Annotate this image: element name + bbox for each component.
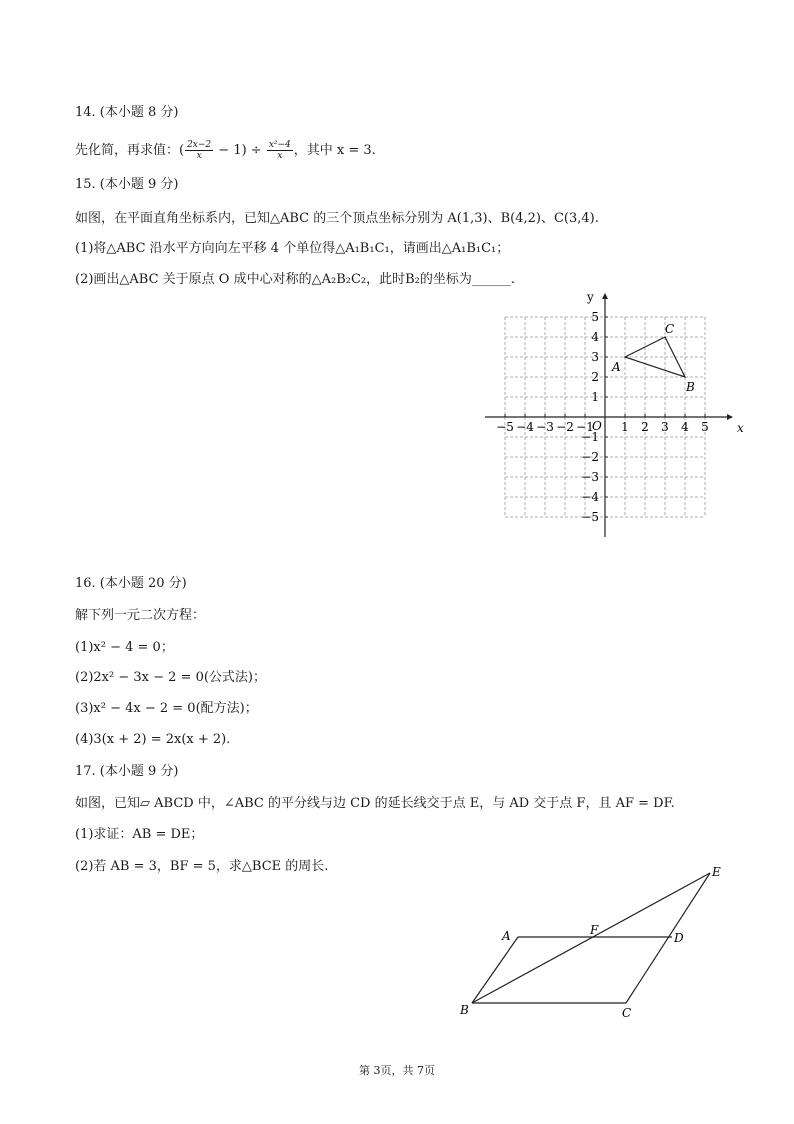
label-D: D bbox=[674, 931, 684, 945]
x-tick-label: −5 bbox=[496, 420, 514, 434]
q14-expression bbox=[75, 140, 376, 161]
label-F: F bbox=[590, 923, 599, 937]
x-tick-label: 5 bbox=[701, 420, 709, 434]
q17-part1: (1)求证：AB = DE； bbox=[75, 827, 204, 842]
x-tick-label: 1 bbox=[621, 420, 629, 434]
x-axis-arrow-icon bbox=[727, 414, 733, 420]
x-tick-label: 2 bbox=[641, 420, 649, 434]
point-label-B: B bbox=[686, 380, 695, 394]
q16-intro: 解下列一元二次方程： bbox=[75, 608, 206, 623]
q15-part1: (1)将△ABC 沿水平方向向左平移 4 个单位得△A₁B₁C₁，请画出△A₁B₁C₁； bbox=[75, 241, 510, 256]
x-tick-label: 3 bbox=[661, 420, 669, 434]
label-C: C bbox=[622, 1006, 632, 1020]
y-tick-label: 4 bbox=[591, 330, 599, 344]
q14-frac1-num: 2x−2 bbox=[187, 140, 212, 150]
q14-suffix: ，其中 x = 3. bbox=[293, 143, 376, 158]
x-axis-label: x bbox=[737, 421, 744, 435]
q17-parallelogram-figure bbox=[450, 860, 740, 1025]
q14-header: 14. (本小题 8 分) bbox=[75, 105, 179, 120]
q15-intro: 如图，在平面直角坐标系内，已知△ABC 的三个顶点坐标分别为 A(1,3)、B(4,2)、C(3,4). bbox=[75, 211, 599, 226]
y-tick-label: 3 bbox=[591, 350, 599, 364]
y-tick-label: 5 bbox=[591, 310, 599, 324]
point-label-C: C bbox=[665, 322, 675, 336]
page-footer: 第 3页，共 7页 bbox=[359, 1064, 435, 1077]
q16-item-3: (3)x² − 4x − 2 = 0(配方法)； bbox=[75, 701, 258, 716]
q14-frac2-num: x²−4 bbox=[268, 140, 291, 150]
origin-label: O bbox=[592, 419, 602, 433]
q16-header: 16. (本小题 20 分) bbox=[75, 576, 187, 591]
axes bbox=[485, 293, 733, 537]
y-tick-label: −3 bbox=[581, 470, 599, 484]
y-tick-label: 1 bbox=[591, 390, 599, 404]
q16-item-1: (1)x² − 4 = 0； bbox=[75, 640, 174, 655]
q15-header: 15. (本小题 9 分) bbox=[75, 177, 179, 192]
point-label-A: A bbox=[612, 360, 621, 374]
y-axis-label: y bbox=[587, 290, 594, 304]
x-tick-label: −2 bbox=[556, 420, 574, 434]
x-tick-label: −4 bbox=[516, 420, 534, 434]
q14-prefix: 先化简，再求值：( bbox=[75, 143, 185, 158]
label-E: E bbox=[712, 865, 721, 879]
q16-item-4: (4)3(x + 2) = 2x(x + 2). bbox=[75, 732, 231, 747]
q17-intro: 如图，已知▱ ABCD 中，∠ABC 的平分线与边 CD 的延长线交于点 E，与 AD 交于点 F，且 AF = DF. bbox=[75, 796, 675, 811]
q14-fraction-1 bbox=[185, 140, 213, 161]
q16-item-2: (2)2x² − 3x − 2 = 0(公式法)； bbox=[75, 670, 266, 685]
label-A: A bbox=[502, 929, 511, 943]
y-tick-label: −2 bbox=[581, 450, 599, 464]
y-tick-label: −1 bbox=[581, 430, 599, 444]
q17-header: 17. (本小题 9 分) bbox=[75, 764, 179, 779]
x-tick-label: −3 bbox=[536, 420, 554, 434]
x-tick-label: 4 bbox=[681, 420, 689, 434]
y-tick-label: 2 bbox=[591, 370, 599, 384]
point-labels bbox=[611, 322, 695, 394]
x-tick-label: −1 bbox=[576, 420, 594, 434]
q14-mid: − 1) ÷ bbox=[214, 143, 266, 158]
y-tick-label: −4 bbox=[581, 490, 599, 504]
q15-part2: (2)画出△ABC 关于原点 O 成中心对称的△A₂B₂C₂，此时B₂的坐标为______. bbox=[75, 272, 516, 287]
label-B: B bbox=[460, 1003, 469, 1017]
q14-frac1-den: x bbox=[196, 151, 202, 161]
y-axis-arrow-icon bbox=[602, 293, 608, 299]
q14-fraction-2 bbox=[267, 140, 293, 161]
y-tick-label: −5 bbox=[581, 510, 599, 524]
q15-coordinate-graph bbox=[470, 290, 744, 545]
q14-frac2-den: x bbox=[277, 151, 283, 161]
q17-part2: (2)若 AB = 3，BF = 5，求△BCE 的周长. bbox=[75, 859, 329, 874]
